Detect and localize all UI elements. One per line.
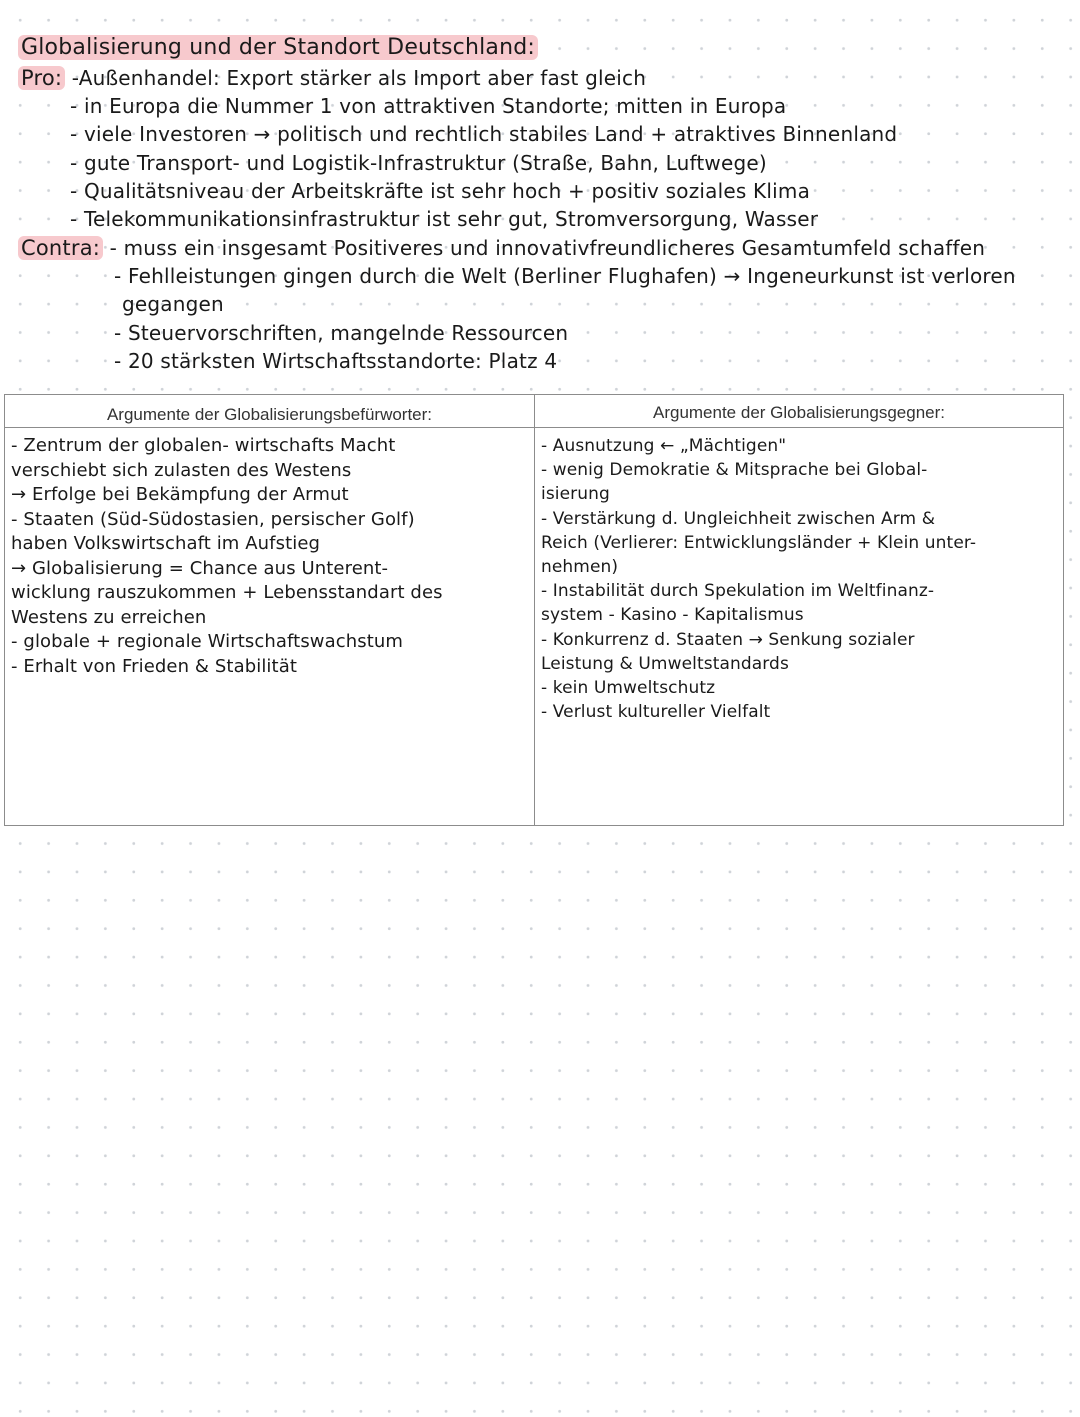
arguments-table (4, 394, 1064, 826)
proponents-header: Argumente der Globalisierungsbefürworter: (5, 395, 534, 428)
list-item: - Instabilität durch Spekulation im Weltfinanz- (541, 581, 935, 602)
list-item: - Staaten (Süd-Südostasien, persischer Golf) (11, 508, 415, 530)
contra-item-3: - Steuervorschriften, mangelnde Ressourcen (114, 321, 569, 345)
list-item: Westens zu erreichen (11, 606, 207, 628)
pro-item-1: Pro: -Außenhandel: Export stärker als Import aber fast gleich (18, 64, 646, 92)
opponents-header: Argumente der Globalisierungsgegner: (535, 395, 1063, 428)
contra-item-2-continued: gegangen (122, 292, 224, 316)
list-item: Reich (Verlierer: Entwicklungsländer + Klein unter- (541, 532, 977, 553)
notes-title: Globalisierung und der Standort Deutschland: (18, 34, 538, 62)
pro-item-6: - Telekommunikationsinfrastruktur ist sehr gut, Stromversorgung, Wasser (70, 207, 819, 231)
pro-label: Pro: (18, 66, 65, 90)
pro-item-4: - gute Transport- und Logistik-Infrastruktur (Straße, Bahn, Luftwege) (70, 151, 767, 175)
pro-item-2: - in Europa die Nummer 1 von attraktiven Standorte; mitten in Europa (70, 94, 787, 118)
list-item: - Konkurrenz d. Staaten → Senkung sozialer (541, 629, 915, 650)
contra-item-4: - 20 stärksten Wirtschaftsstandorte: Platz 4 (114, 349, 558, 373)
list-item: → Globalisierung = Chance aus Unterent- (11, 557, 389, 579)
list-item: - Verstärkung d. Ungleichheit zwischen Arm & (541, 508, 936, 529)
list-item: - Ausnutzung ← „Mächtigen" (541, 436, 787, 456)
list-item: → Erfolge bei Bekämpfung der Armut (11, 484, 349, 505)
contra-item-1: Contra: - muss ein insgesamt Positiveres und innovativfreundlicheres Gesamtumfeld schaffen (18, 234, 985, 262)
list-item: nehmen) (541, 557, 619, 578)
pro-item-5: - Qualitätsniveau der Arbeitskräfte ist sehr hoch + positiv soziales Klima (70, 179, 811, 203)
list-item: isierung (541, 484, 610, 505)
list-item: - Erhalt von Frieden & Stabilität (11, 655, 297, 677)
list-item: - Zentrum der globalen- wirtschafts Macht (11, 435, 396, 456)
list-item: wicklung rauszukommen + Lebensstandart des (11, 582, 443, 603)
opponents-column (535, 395, 1063, 825)
contra-item-2: - Fehlleistungen gingen durch die Welt (Berliner Flughafen) → Ingeneurkunst ist verloren (114, 264, 1016, 288)
list-item: - globale + regionale Wirtschaftswachstum (11, 631, 404, 652)
proponents-list (5, 428, 534, 679)
list-item: haben Volkswirtschaft im Aufstieg (11, 533, 321, 554)
proponents-column (5, 395, 535, 825)
list-item: - Verlust kultureller Vielfalt (541, 702, 771, 723)
list-item: - kein Umweltschutz (541, 678, 716, 699)
contra-label: Contra: (18, 236, 103, 260)
list-item: - wenig Demokratie & Mitsprache bei Global- (541, 460, 928, 481)
pro-item-3: - viele Investoren → politisch und rechtlich stabiles Land + atraktives Binnenland (70, 122, 898, 146)
list-item: system - Kasino - Kapitalismus (541, 605, 804, 626)
list-item: Leistung & Umweltstandards (541, 653, 789, 674)
opponents-list (535, 428, 1063, 724)
list-item: verschiebt sich zulasten des Westens (11, 459, 352, 481)
